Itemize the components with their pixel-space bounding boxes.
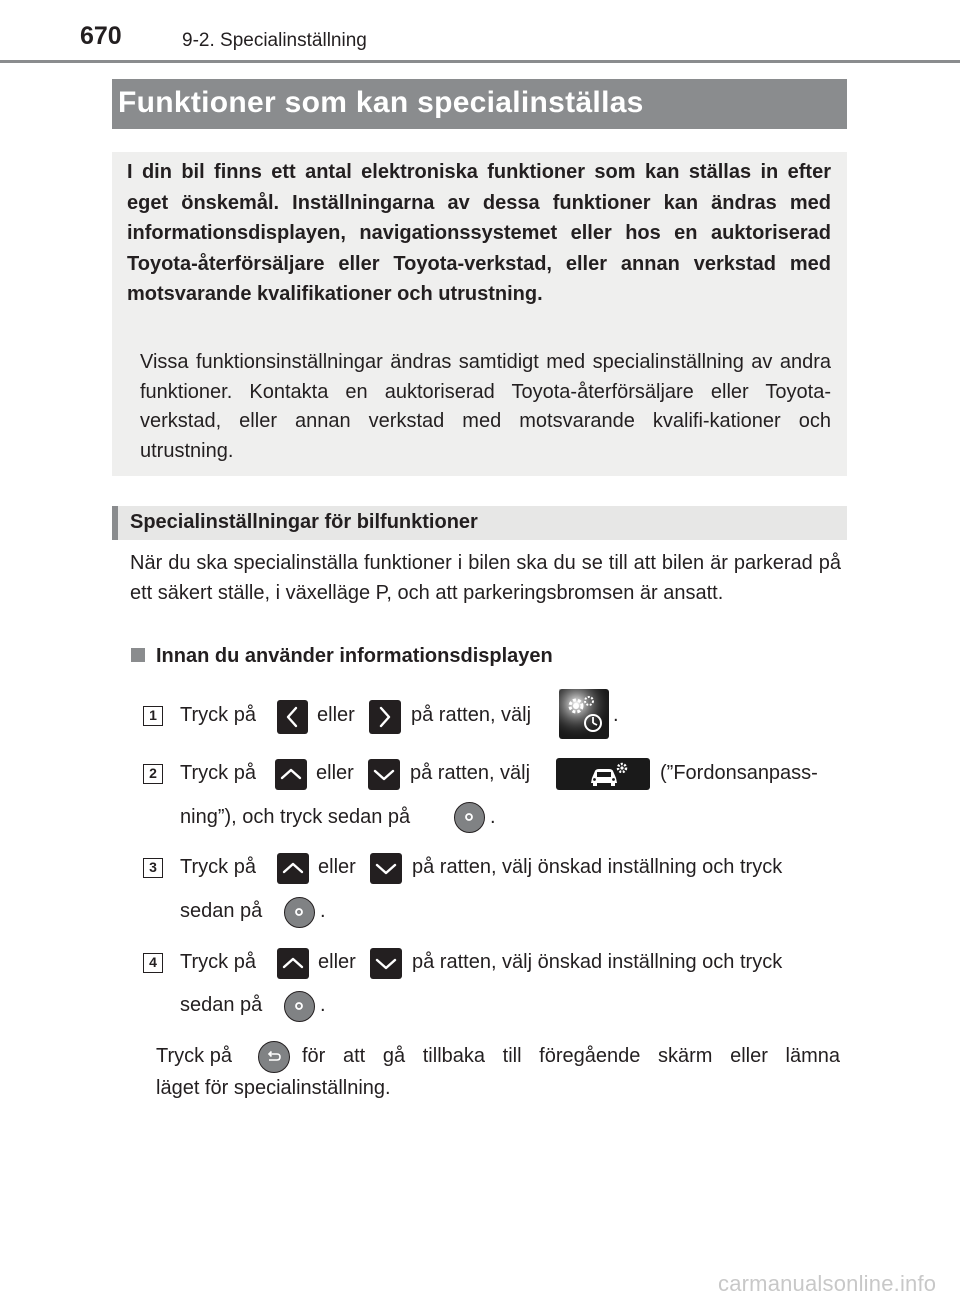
step-2-text-paren: (”Fordonsanpass- <box>660 762 818 784</box>
ok-button-icon <box>454 802 485 833</box>
step-3-text-end: . <box>320 900 326 922</box>
chevron-up-icon <box>277 853 309 884</box>
intro-note: Vissa funktionsinställningar ändras samtidigt med specialinställning av andra funktioner. Kontakta en auktoriserad Toyota-återförsäljare eller Toyota-verkstad, eller annan verkstad med motsvarande kvalifi-kationer och utrustning. <box>140 351 831 462</box>
ok-button-icon <box>284 991 315 1022</box>
step-1-text-tryck: Tryck på <box>180 704 256 726</box>
intro-paragraph: När du ska specialinställa funktioner i bilen ska du se till att bilen är parkerad på ett säkert ställe, i växelläge P, och att parkeringsbromsen är ansatt. <box>130 552 841 604</box>
step-4-text-eller: eller <box>318 951 356 973</box>
square-bullet-icon <box>131 648 145 662</box>
chevron-down-icon <box>368 759 400 790</box>
step-1-text-eller: eller <box>317 704 355 726</box>
step-3-text-ratten: på ratten, välj önskad inställning och tryck <box>412 856 783 878</box>
step-number-4: 4 <box>143 953 163 973</box>
step-1-text-end: . <box>613 704 619 726</box>
step-2-text-eller: eller <box>316 762 354 784</box>
step-2-text-end: . <box>490 806 496 828</box>
step-2-text-ratten: på ratten, välj <box>410 762 531 784</box>
step-2-text-line2: ning”), och tryck sedan på <box>180 806 411 828</box>
back-text-tryck: Tryck på <box>156 1045 232 1067</box>
subheading: Specialinställningar för bilfunktioner <box>130 511 478 533</box>
page-number: 670 <box>80 22 122 50</box>
chevron-right-icon <box>369 700 401 734</box>
chevron-down-icon <box>370 948 402 979</box>
step-3-text-tryck: Tryck på <box>180 856 256 878</box>
back-text-line2: läget för specialinställning. <box>156 1077 391 1099</box>
step-3-text-line2: sedan på <box>180 900 263 922</box>
step-2-text-tryck: Tryck på <box>180 762 256 784</box>
step-number-3: 3 <box>143 858 163 878</box>
subheading-accent <box>112 506 118 540</box>
chevron-up-icon <box>277 948 309 979</box>
step-number-2: 2 <box>143 764 163 784</box>
watermark: carmanualsonline.info <box>718 1271 937 1296</box>
ok-button-icon <box>284 897 315 928</box>
step-4-text-line2: sedan på <box>180 994 263 1016</box>
chevron-down-icon <box>370 853 402 884</box>
intro-bold-text: I din bil finns ett antal elektroniska funktioner som kan ställas in efter eget önskemål. Inställningarna av dessa funktioner kan ändras med informationsdisplayen, navigationssystemet eller hos en auktoriserad Toyota-återförsäljare eller Toyota-verkstad, eller annan verkstad med motsvarande kvalifikationer och utrustning. <box>127 161 831 306</box>
back-button-icon <box>258 1041 290 1073</box>
section-title: 9-2. Specialinställning <box>182 30 367 51</box>
bullet-heading: Innan du använder informationsdisplayen <box>156 645 553 667</box>
back-text-rest: för att gå tillbaka till föregående skärm eller lämna <box>302 1045 840 1067</box>
chevron-up-icon <box>275 759 307 790</box>
step-3-text-eller: eller <box>318 856 356 878</box>
page-title: Funktioner som kan specialinställas <box>118 86 644 119</box>
header-divider <box>0 60 960 63</box>
step-4-text-end: . <box>320 994 326 1016</box>
step-4-text-tryck: Tryck på <box>180 951 256 973</box>
step-1-text-ratten: på ratten, välj <box>411 704 532 726</box>
chevron-left-icon <box>277 700 308 734</box>
step-number-1: 1 <box>143 706 163 726</box>
settings-gear-icon <box>559 689 609 739</box>
vehicle-settings-icon <box>556 758 650 790</box>
step-4-text-ratten: på ratten, välj önskad inställning och tryck <box>412 951 783 973</box>
